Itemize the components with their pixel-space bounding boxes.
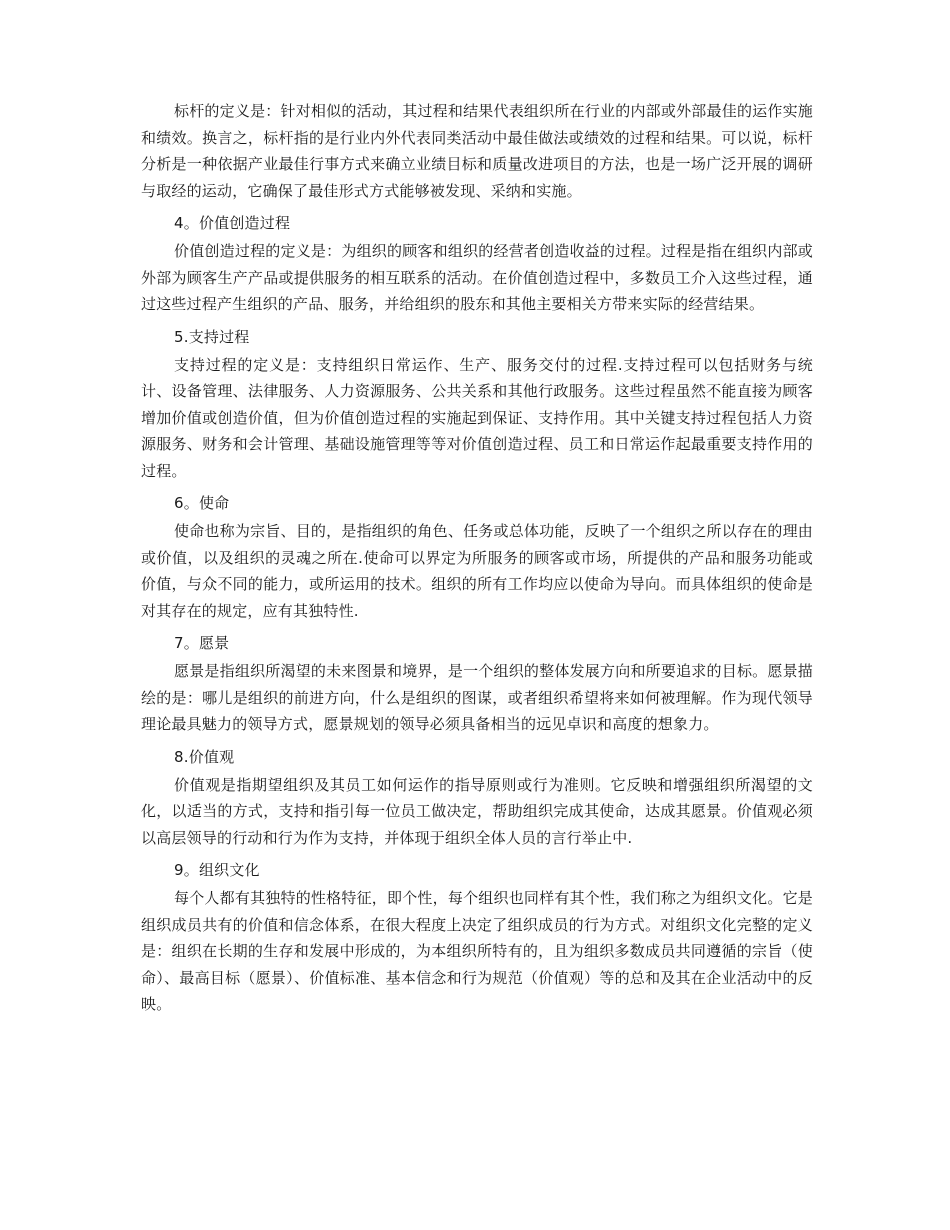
document-body	[141, 98, 813, 1018]
section-paragraph: 使命也称为宗旨、目的，是指组织的角色、任务或总体功能，反映了一个组织之所以存在的理由或价值，以及组织的灵魂之所在.使命可以界定为所服务的顾客或市场，所提供的产品和服务功能或价值，与众不同的能力，或所运用的技术。组织的所有工作均应以使命为导向。而具体组织的使命是对其存在的规定，应有其独特性.	[141, 522, 813, 620]
section-support-process	[141, 324, 813, 485]
section-paragraph: 支持过程的定义是：支持组织日常运作、生产、服务交付的过程.支持过程可以包括财务与统计、设备管理、法律服务、人力资源服务、公共关系和其他行政服务。这些过程虽然不能直接为顾客增加价值或创造价值，但为价值创造过程的实施起到保证、支持作用。其中关键支持过程包括人力资源服务、财务和会计管理、基础设施管理等等对价值创造过程、员工和日常运作起最重要支持作用的过程。	[141, 355, 813, 480]
section-org-culture	[141, 857, 813, 1018]
section-vision	[141, 630, 813, 738]
section-mission	[141, 490, 813, 624]
section-heading: 9。组织文化	[174, 861, 260, 879]
section-heading: 4。价值创造过程	[174, 214, 291, 232]
section-paragraph: 价值创造过程的定义是：为组织的顾客和组织的经营者创造收益的过程。过程是指在组织内部或外部为顾客生产产品或提供服务的相互联系的活动。在价值创造过程中，多数员工介入这些过程，通过这些过程产生组织的产品、服务，并给组织的股东和其他主要相关方带来实际的经营结果。	[141, 242, 813, 313]
section-paragraph: 愿景是指组织所渴望的未来图景和境界，是一个组织的整体发展方向和所要追求的目标。愿景描绘的是：哪儿是组织的前进方向，什么是组织的图谋，或者组织希望将来如何被理解。作为现代领导理论最具魅力的领导方式，愿景规划的领导必须具备相当的远见卓识和高度的想象力。	[141, 662, 813, 733]
section-paragraph: 每个人都有其独特的性格特征，即个性，每个组织也同样有其个性，我们称之为组织文化。它是组织成员共有的价值和信念体系，在很大程度上决定了组织成员的行为方式。对组织文化完整的定义是：组织在长期的生存和发展中形成的，为本组织所特有的，且为组织多数成员共同遵循的宗旨（使命）、最高目标（愿景）、价值标准、基本信念和行为规范（价值观）等的总和及其在企业活动中的反映。	[141, 889, 813, 1013]
section-heading: 8.价值观	[174, 747, 235, 766]
section-heading: 7。愿景	[174, 634, 230, 652]
section-heading: 6。使命	[174, 494, 230, 512]
section-paragraph: 价值观是指期望组织及其员工如何运作的指导原则或行为准则。它反映和增强组织所渴望的文化，以适当的方式，支持和指引每一位员工做决定，帮助组织完成其使命，达成其愿景。价值观必须以高层领导的行动和行为作为支持，并体现于组织全体人员的言行举止中.	[141, 775, 813, 847]
section-values	[141, 744, 813, 852]
section-heading: 5.支持过程	[174, 327, 250, 346]
section-value-creation	[141, 210, 813, 318]
intro-paragraph: 标杆的定义是：针对相似的活动，其过程和结果代表组织所在行业的内部或外部最佳的运作实施和绩效。换言之，标杆指的是行业内外代表同类活动中最佳做法或绩效的过程和结果。可以说，标杆分析是一种依据产业最佳行事方式来确立业绩目标和质量改进项目的方法，也是一场广泛开展的调研与取经的运动，它确保了最佳形式方式能够被发现、采纳和实施。	[141, 102, 813, 200]
